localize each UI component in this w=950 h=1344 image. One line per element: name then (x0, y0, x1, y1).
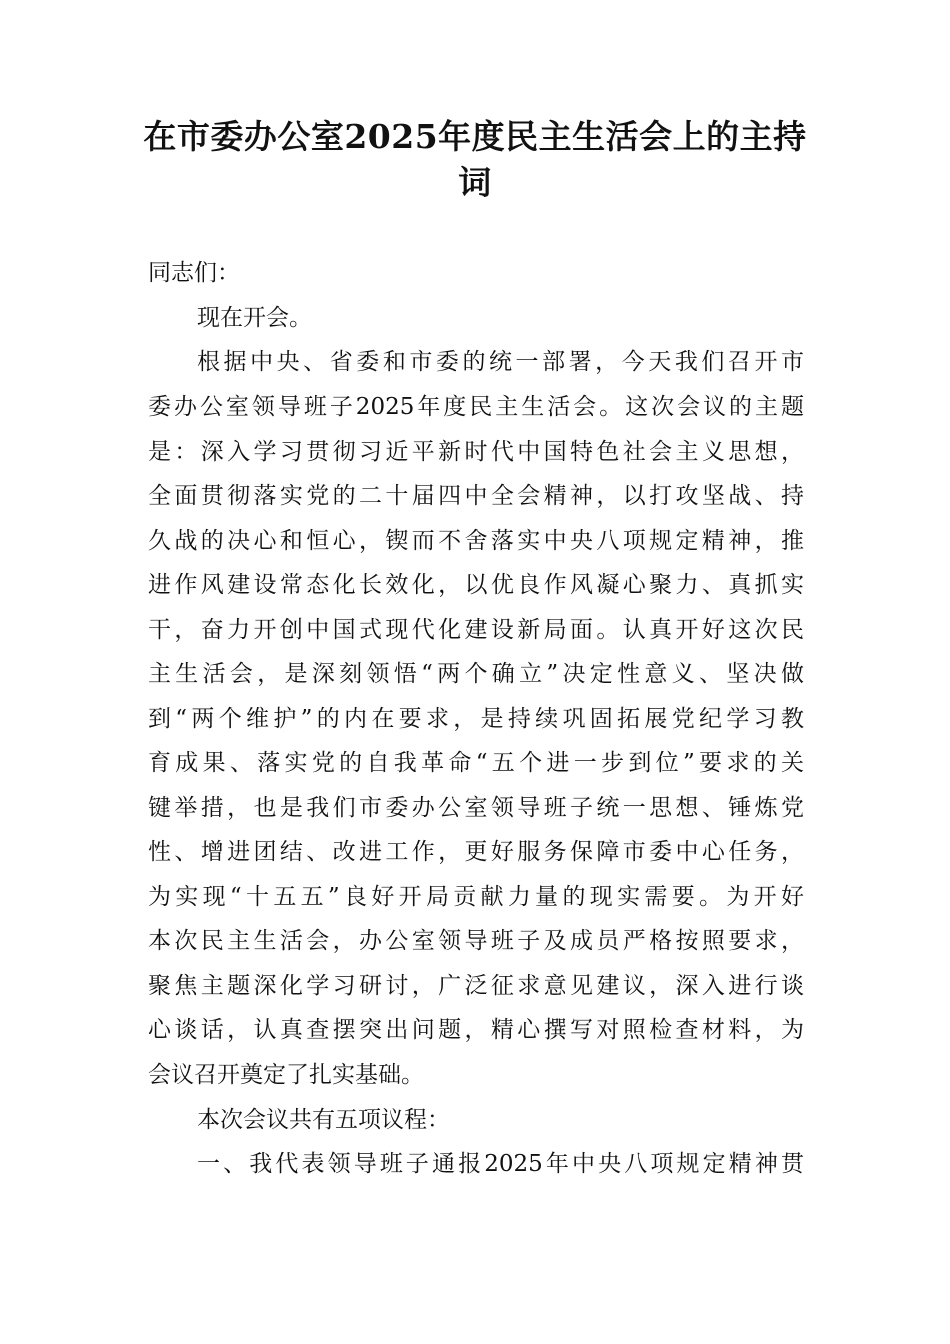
body-line: 聚焦主题深化学习研讨，广泛征求意见建议，深入进行谈 (148, 973, 804, 999)
body-line: 全面贯彻落实党的二十届四中全会精神，以打攻坚战、持 (148, 483, 804, 509)
body-line: 键举措，也是我们市委办公室领导班子统一思想、锤炼党 (148, 795, 804, 821)
body-line: 心谈话，认真查摆突出问题，精心撰写对照检查材料，为 (148, 1017, 804, 1043)
salutation: 同志们： (148, 260, 240, 286)
body-line: 根据中央、省委和市委的统一部署，今天我们召开市 (197, 349, 804, 375)
body-line: 育成果、落实党的自我革命“五个进一步到位”要求的关 (148, 750, 804, 776)
body-line: 主生活会，是深刻领悟“两个确立”决定性意义、坚决做 (148, 661, 804, 687)
agenda-item: 一、我代表领导班子通报2025年中央八项规定精神贯 (197, 1151, 804, 1177)
body-line: 性、增进团结、改进工作，更好服务保障市委中心任务， (148, 839, 804, 865)
opening-line: 现在开会。 (197, 305, 312, 331)
body-line: 进作风建设常态化长效化，以优良作风凝心聚力、真抓实 (148, 572, 804, 598)
body-line: 是：深入学习贯彻习近平新时代中国特色社会主义思想， (148, 439, 804, 465)
document-title: 在市委办公室2025年度民主生活会上的主持词 (143, 117, 807, 202)
body-line: 到“两个维护”的内在要求，是持续巩固拓展党纪学习教 (148, 706, 804, 732)
body-line: 本次民主生活会，办公室领导班子及成员严格按照要求， (148, 928, 804, 954)
body-line: 委办公室领导班子2025年度民主生活会。这次会议的主题 (148, 394, 804, 420)
body-line: 为实现“十五五”良好开局贡献力量的现实需要。为开好 (148, 884, 804, 910)
body-line: 干，奋力开创中国式现代化建设新局面。认真开好这次民 (148, 617, 804, 643)
body-line: 久战的决心和恒心，锲而不舍落实中央八项规定精神，推 (148, 528, 804, 554)
body-line: 会议召开奠定了扎实基础。 (148, 1062, 424, 1088)
agenda-intro: 本次会议共有五项议程： (197, 1107, 450, 1133)
